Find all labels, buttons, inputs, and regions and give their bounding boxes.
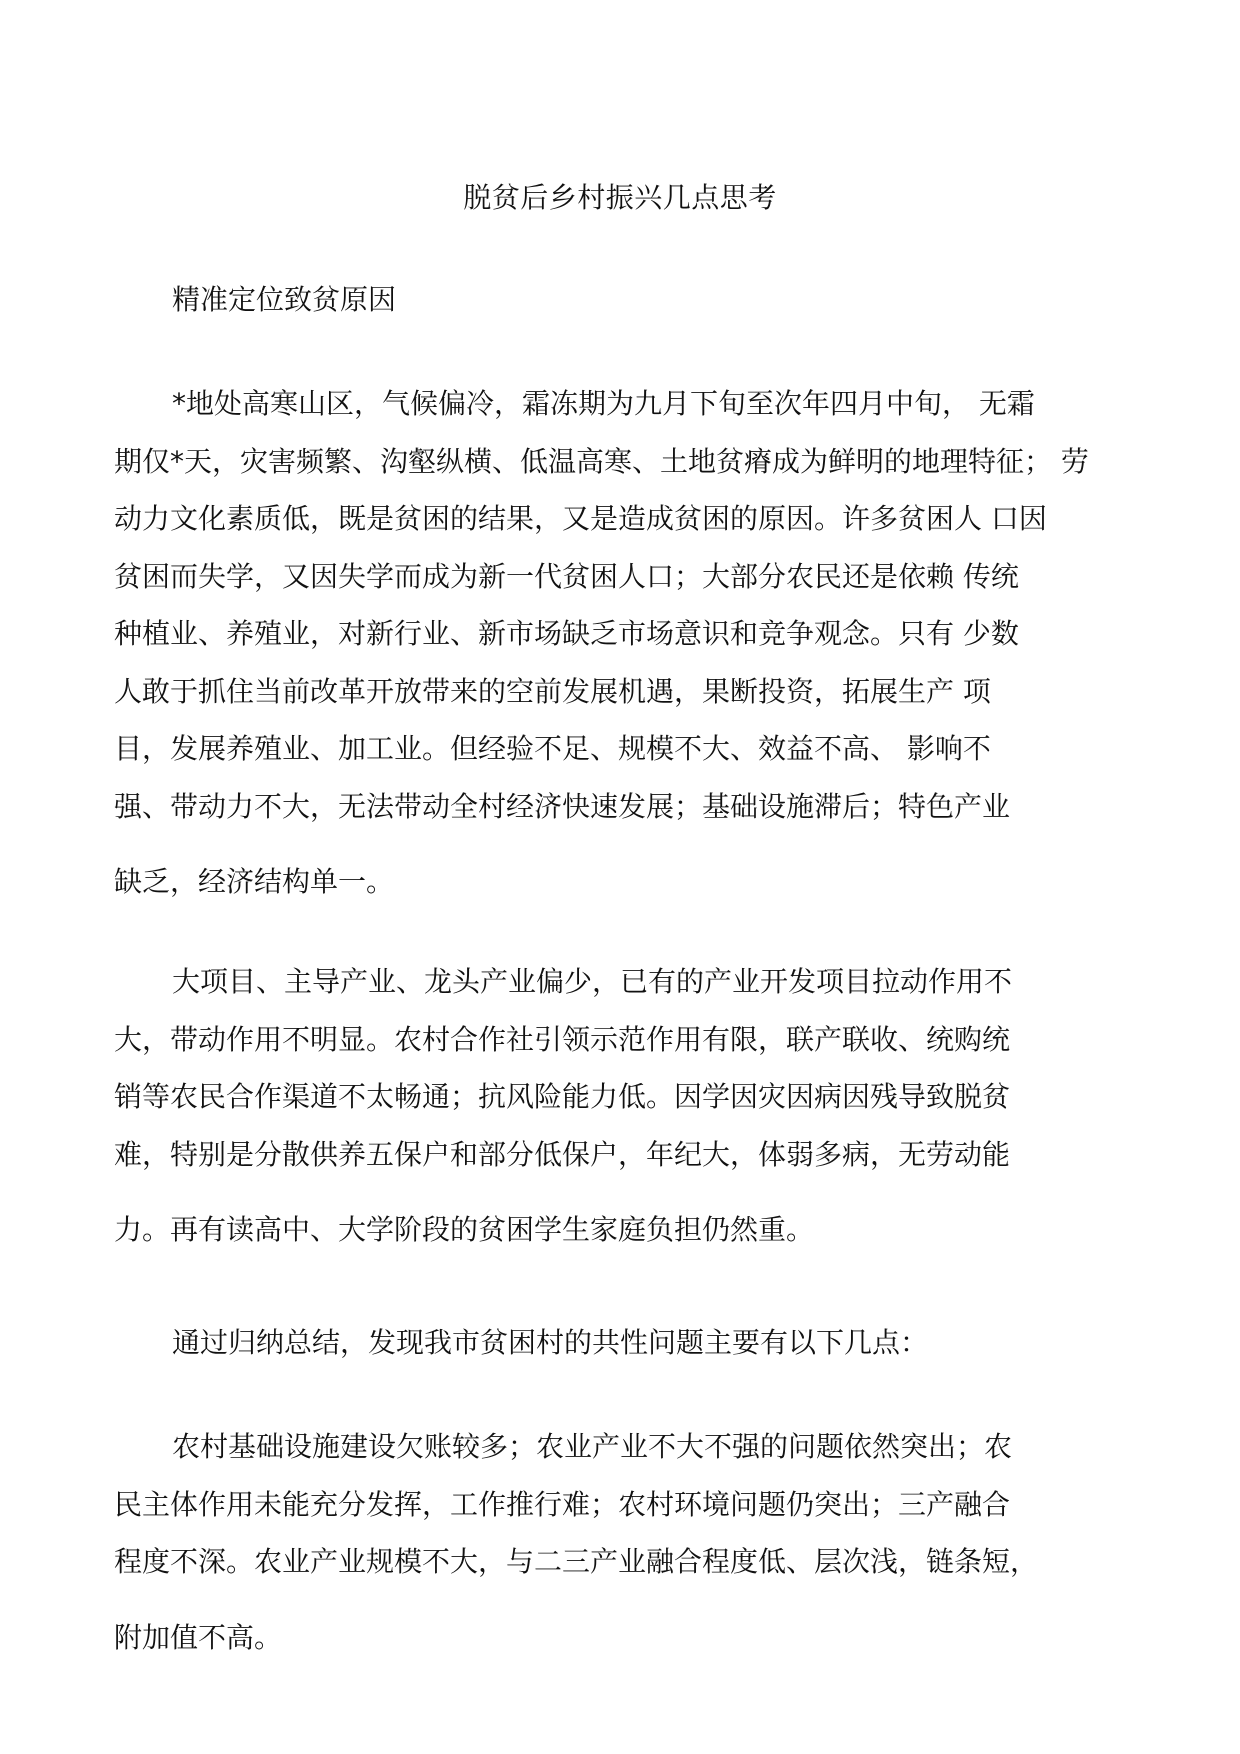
paragraph-line: 种植业、养殖业，对新行业、新市场缺乏市场意识和竞争观念。只有 少数: [114, 617, 1019, 650]
paragraph-line: 强、带动力不大，无法带动全村经济快速发展；基础设施滞后；特色产业: [114, 789, 1011, 823]
paragraph-line: 农村基础设施建设欠账较多；农业产业不大不强的问题依然突出；农: [172, 1430, 1013, 1463]
paragraph-line: 难，特别是分散供养五保户和部分低保户，年纪大，体弱多病，无劳动能: [114, 1137, 1011, 1171]
paragraph-line: 动力文化素质低，既是贫困的结果，又是造成贫困的原因。许多贫困人 口因: [114, 502, 1047, 535]
paragraph-line: 贫困而失学，又因失学而成为新一代贫困人口；大部分农民还是依赖 传统: [114, 559, 1019, 593]
paragraph-industry: [114, 962, 1134, 1268]
paragraph-line: *地处高寒山区，气候偏冷，霜冻期为九月下旬至次年四月中旬， 无霜: [172, 387, 1035, 420]
paragraph-line: 民主体作用未能充分发挥，工作推行难；农村环境问题仍突出；三产融合: [114, 1487, 1011, 1521]
paragraph-line: 程度不深。农业产业规模不大，与二三产业融合程度低、层次浅，链条短，: [114, 1545, 1039, 1578]
paragraph-line: 附加值不高。: [114, 1620, 283, 1654]
paragraph-poverty-causes: [114, 384, 1134, 920]
paragraph-line: 通过归纳总结，发现我市贫困村的共性问题主要有以下几点：: [172, 1326, 929, 1359]
paragraph-line: 大，带动作用不明显。农村合作社引领示范作用有限，联产联收、统购统: [114, 1022, 1011, 1056]
paragraph-line: 力。再有读高中、大学阶段的贫困学生家庭负担仍然重。: [114, 1213, 815, 1246]
document-title: 脱贫后乡村振兴几点思考: [463, 181, 777, 214]
paragraph-line: 目，发展养殖业、加工业。但经验不足、规模不大、效益不高、 影响不: [114, 732, 991, 765]
paragraph-common-problems: [114, 1427, 1134, 1675]
paragraph-line: 人敢于抓住当前改革开放带来的空前发展机遇，果断投资，拓展生产 项: [114, 674, 991, 708]
paragraph-line: 缺乏，经济结构单一。: [114, 865, 395, 898]
paragraph-summary-intro: [114, 1323, 1134, 1381]
paragraph-line: 期仅*天，灾害频繁、沟壑纵横、低温高寒、土地贫瘠成为鲜明的地理特征； 劳: [114, 444, 1089, 478]
paragraph-line: 销等农民合作渠道不太畅通；抗风险能力低。因学因灾因病因残导致脱贫: [114, 1080, 1011, 1113]
section-heading: 精准定位致贫原因: [172, 283, 397, 316]
paragraph-line: 大项目、主导产业、龙头产业偏少，已有的产业开发项目拉动作用不: [172, 965, 1013, 998]
